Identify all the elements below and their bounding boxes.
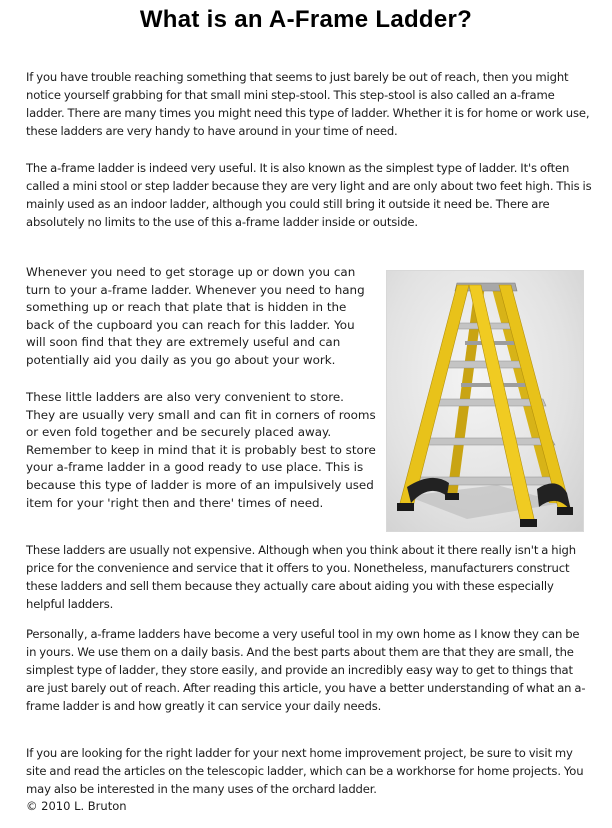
paragraph-personally: Personally, a-frame ladders have become a very useful tool in my own home as I know they can be in yours. We use them on a daily basis. And the best parts about them are that they are small, the simplest type of ladder, they store easily, and provide an incredibly easy way to get to things that are just barely out of reach. After reading this article, you have a better understanding of what an a-frame ladder is and how greatly it can service your daily needs.	[26, 627, 586, 713]
copyright-footer: © 2010 L. Bruton	[26, 799, 127, 813]
paragraph-convenient-store: These little ladders are also very convenient to store. They are usually very small and can fit in corners of rooms or even fold together and be securely placed away. Remember to keep in mind that it is probably best to store your a-frame ladder in a good ready to use place. This is because this type of ladder is more of an impulsively used item for your 'right then and there' times of need.	[26, 390, 376, 510]
paragraph-simplest-type: The a-frame ladder is indeed very useful. It is also known as the simplest type of ladder. It's often called a mini stool or step ladder because they are very light and are only about two feet high. This is mainly used as an indoor ladder, although you could still bring it outside it need be. There are absolutely no limits to the use of this a-frame ladder inside or outside.	[26, 161, 592, 229]
page-title: What is an A-Frame Ladder?	[139, 6, 473, 33]
a-frame-ladder-photo	[386, 270, 584, 532]
paragraph-closing-links: If you are looking for the right ladder for your next home improvement project, be sure to visit my site and read the articles on the telescopic ladder, which can be a workhorse for home projects. You may also be interested in the many uses of the orchard ladder.	[26, 746, 584, 796]
ladder-illustration	[387, 271, 584, 532]
paragraph-not-expensive: These ladders are usually not expensive. Although when you think about it there really isn't a high price for the convenience and service that it offers to you. Nonetheless, manufacturers construct these ladders and sell them because they actually care about aiding you with these especially helpful ladders.	[26, 543, 576, 611]
paragraph-storage-uses: Whenever you need to get storage up or down you can turn to your a-frame ladder. Whenever you need to hang something up or reach that plate that is hidden in the back of the cupboard you can reach for this ladder. You will soon find that they are extremely useful and can potentially aid you daily as you go about your work.	[26, 265, 365, 367]
paragraph-intro: If you have trouble reaching something that seems to just barely be out of reach, then you might notice yourself grabbing for that small mini step-stool. This step-stool is also called an a-frame ladder. There are many times you might need this type of ladder. Whether it is for home or work use, these ladders are very handy to have around in your time of need.	[26, 70, 590, 138]
